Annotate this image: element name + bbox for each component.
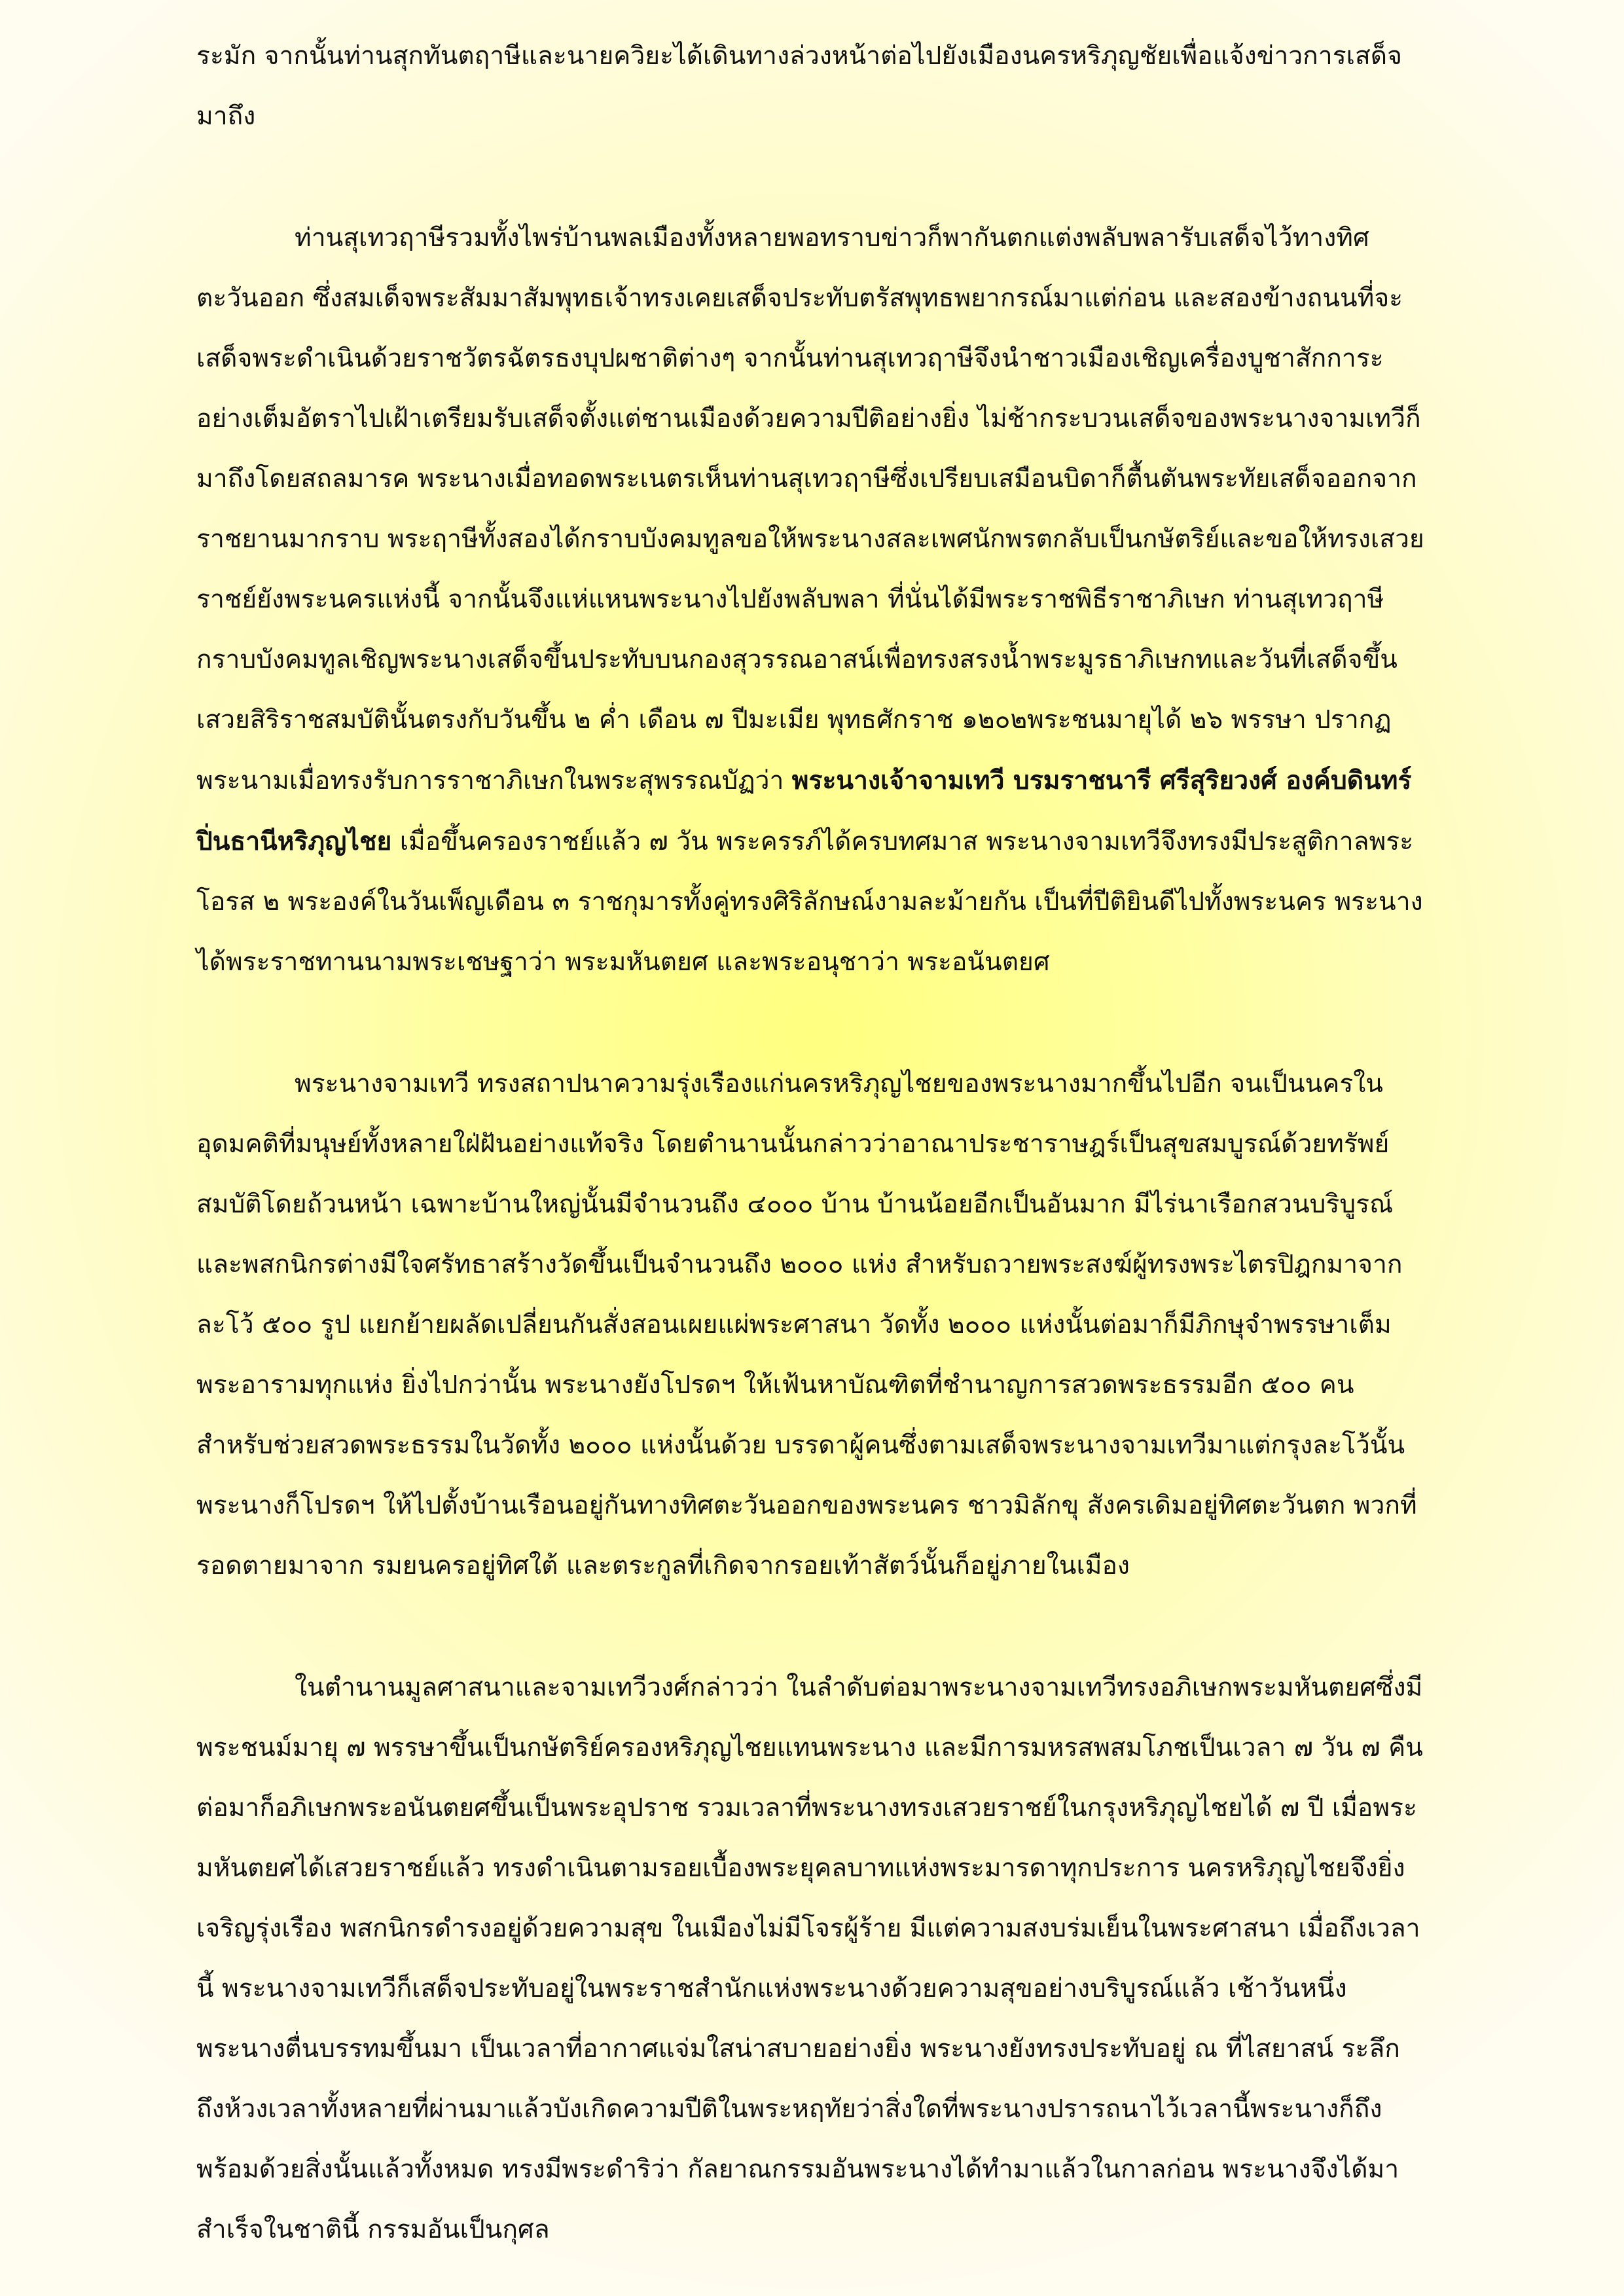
paragraph-1 [196,26,1427,147]
paragraph-2 [196,208,1427,993]
paragraph-4-text: ในตำนานมูลศาสนาและจามเทวีวงศ์กล่าวว่า ในลำดับต่อมาพระนางจามเทวีทรงอภิเษกพระมหันตยศซึ่งมีพระชนม์มายุ ๗ พรรษาขึ้นเป็นกษัตริย์ครองหริภุญไชยแทนพระนาง และมีการมหรสพสมโภชเป็นเวลา ๗ วัน ๗ คืน ต่อมาก็อภิเษกพระอนันตยศขึ้นเป็นพระอุปราช รวมเวลาที่พระนางทรงเสวยราชย์ในกรุงหริภุญไชยได้ ๗ ปี เมื่อพระมหันตยศได้เสวยราชย์แล้ว ทรงดำเนินตามรอยเบื้องพระยุคลบาทแห่งพระมารดาทุกประการ นครหริภุญไชยจึงยิ่งเจริญรุ่งเรือง พสกนิกรดำรงอยู่ด้วยความสุข ในเมืองไม่มีโจรผู้ร้าย มีแต่ความสงบร่มเย็นในพระศาสนา เมื่อถึงเวลานี้ พระนางจามเทวีก็เสด็จประทับอยู่ในพระราชสำนักแห่งพระนางด้วยความสุขอย่างบริบูรณ์แล้ว เช้าวันหนึ่งพระนางตื่นบรรทมขึ้นมา เป็นเวลาที่อากาศแจ่มใสน่าสบายอย่างยิ่ง พระนางยังทรงประทับอยู่ ณ ที่ไสยาสน์ ระลึกถึงห้วงเวลาทั้งหลายที่ผ่านมาแล้วบังเกิดความปีติในพระหฤทัยว่าสิ่งใดที่พระนางปรารถนาไว้เวลานี้พระนางก็ถึงพร้อมด้วยสิ่งนั้นแล้วทั้งหมด ทรงมีพระดำริว่า กัลยาณกรรมอันพระนางได้ทำมาแล้วในกาลก่อน พระนางจึงได้มาสำเร็จในชาตินี้ กรรมอันเป็นกุศล [196,1673,1423,2244]
paragraph-1-text: ระมัก จากนั้นท่านสุกทันตฤาษีและนายควิยะได้เดินทางล่วงหน้าต่อไปยังเมืองนครหริภุญชัยเพื่อแจ้งข่าวการเสด็จมาถึง [196,41,1402,131]
paragraph-2-text-b: เมื่อขึ้นครองราชย์แล้ว ๗ วัน พระครรภ์ได้ครบทศมาส พระนางจามเทวีจึงทรงมีประสูติกาลพระโอรส ๒ พระองค์ในวันเพ็ญเดือน ๓ ราชกุมารทั้งคู่ทรงศิริลักษณ์งามละม้ายกัน เป็นที่ปีติยินดีไปทั้งพระนคร พระนางได้พระราชทานนามพระเชษฐาว่า พระมหันตยศ และพระอนุชาว่า พระอนันตยศ [196,827,1423,977]
paragraph-3 [196,1054,1427,1596]
royal-title-bold: พระนางเจ้าจามเทวี บรมราชนารี ศรีสุริยวงศ์ องค์บดินทร์ ปิ่นธานีหริภุญไชย [196,765,1412,856]
document-page [196,26,1427,2260]
paragraph-4 [196,1658,1427,2260]
paragraph-2-text-a: ท่านสุเทวฤาษีรวมทั้งไพร่บ้านพลเมืองทั้งหลายพอทราบข่าวก็พากันตกแต่งพลับพลารับเสด็จไว้ทางทิศตะวันออก ซึ่งสมเด็จพระสัมมาสัมพุทธเจ้าทรงเคยเสด็จประทับตรัสพุทธพยากรณ์มาแต่ก่อน และสองข้างถนนที่จะเสด็จพระดำเนินด้วยราชวัตรฉัตรธงบุปผชาติต่างๆ จากนั้นท่านสุเทวฤาษีจึงนำชาวเมืองเชิญเครื่องบูชาสักการะอย่างเต็มอัตราไปเฝ้าเตรียมรับเสด็จตั้งแต่ชานเมืองด้วยความปีติอย่างยิ่ง ไม่ช้ากระบวนเสด็จของพระนางจามเทวีก็มาถึงโดยสถลมารค พระนางเมื่อทอดพระเนตรเห็นท่านสุเทวฤาษีซึ่งเปรียบเสมือนบิดาก็ตื้นตันพระทัยเสด็จออกจากราชยานมากราบ พระฤาษีทั้งสองได้กราบบังคมทูลขอให้พระนางสละเพศนักพรตกลับเป็นกษัตริย์และขอให้ทรงเสวยราชย์ยังพระนครแห่งนี้ จากนั้นจึงแห่แหนพระนางไปยังพลับพลา ที่นั่นได้มีพระราชพิธีราชาภิเษก ท่านสุเทวฤาษีกราบบังคมทูลเชิญพระนางเสด็จขึ้นประทับบนกองสุวรรณอาสน์เพื่อทรงสรงน้ำพระมูรธาภิเษกทและวันที่เสด็จขึ้นเสวยสิริราชสมบัตินั้นตรงกับวันขึ้น ๒ ค่ำ เดือน ๗ ปีมะเมีย พุทธศักราช ๑๒๐๒พระชนมายุได้ ๒๖ พรรษา ปรากฏพระนามเมื่อทรงรับการราชาภิเษกในพระสุพรรณบัฏว่า [196,223,1424,795]
paragraph-3-text: พระนางจามเทวี ทรงสถาปนาความรุ่งเรืองแก่นครหริภุญไชยของพระนางมากขึ้นไปอีก จนเป็นนครในอุดมคติที่มนุษย์ทั้งหลายใฝ่ฝันอย่างแท้จริง โดยตำนานนั้นกล่าวว่าอาณาประชาราษฎร์เป็นสุขสมบูรณ์ด้วยทรัพย์สมบัติโดยถ้วนหน้า เฉพาะบ้านใหญ่นั้นมีจำนวนถึง ๔๐๐๐ บ้าน บ้านน้อยอีกเป็นอันมาก มีไร่นาเรือกสวนบริบูรณ์ และพสกนิกรต่างมีใจศรัทธาสร้างวัดขึ้นเป็นจำนวนถึง ๒๐๐๐ แห่ง สำหรับถวายพระสงฆ์ผู้ทรงพระไตรปิฎกมาจากละโว้ ๕๐๐ รูป แยกย้ายผลัดเปลี่ยนกันสั่งสอนเผยแผ่พระศาสนา วัดทั้ง ๒๐๐๐ แห่งนั้นต่อมาก็มีภิกษุจำพรรษาเต็มพระอารามทุกแห่ง ยิ่งไปกว่านั้น พระนางยังโปรดฯ ให้เฟ้นหาบัณฑิตที่ชำนาญการสวดพระธรรมอีก ๕๐๐ คนสำหรับช่วยสวดพระธรรมในวัดทั้ง ๒๐๐๐ แห่งนั้นด้วย บรรดาผู้คนซึ่งตามเสด็จพระนางจามเทวีมาแต่กรุงละโว้นั้น พระนางก็โปรดฯ ให้ไปตั้งบ้านเรือนอยู่กันทางทิศตะวันออกของพระนคร ชาวมิลักขุ สังครเดิมอยู่ทิศตะวันตก พวกที่รอดตายมาจาก รมยนครอยู่ทิศใต้ และตระกูลที่เกิดจากรอยเท้าสัตว์นั้นก็อยู่ภายในเมือง [196,1069,1417,1580]
